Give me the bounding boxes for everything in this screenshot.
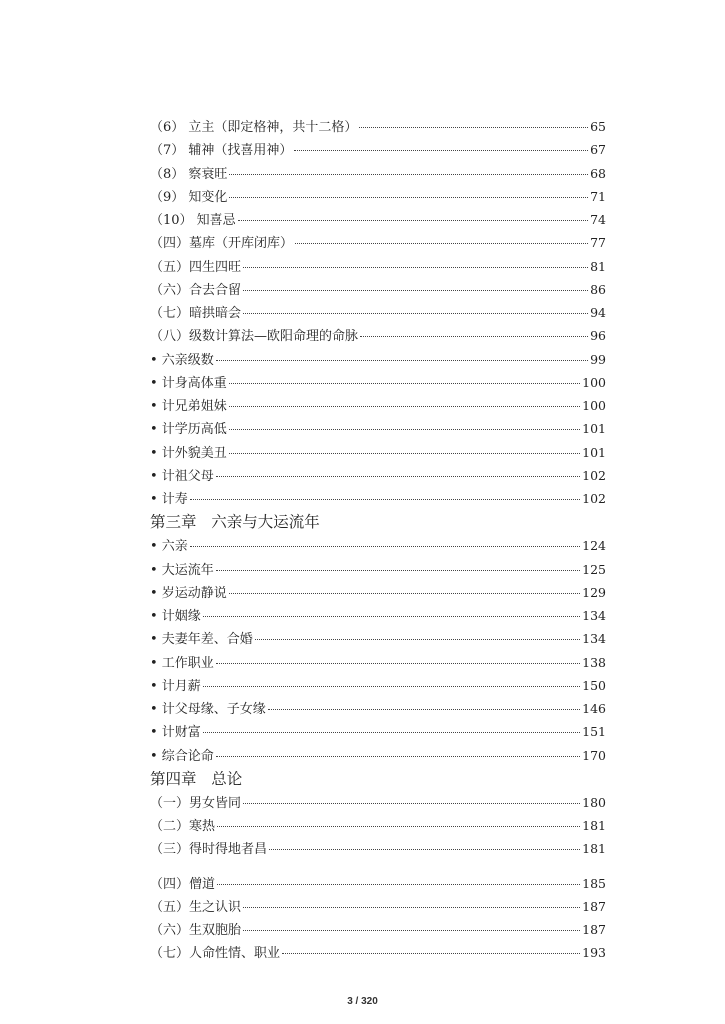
toc-entry-page-number: 102 <box>582 491 606 506</box>
toc-entry-label: （四）僧道 <box>150 876 216 892</box>
toc-entry-page-number: 181 <box>582 818 606 833</box>
toc-entry[interactable] <box>150 744 606 767</box>
toc-entry-label: （二）寒热 <box>150 819 216 834</box>
dot-leader <box>229 406 580 407</box>
toc-entry-label: （六）生双胞胎 <box>150 923 242 938</box>
toc-entry-label: • 计财富 <box>150 725 201 741</box>
toc-entry[interactable] <box>150 814 606 837</box>
toc-entry-label: • 夫妻年差、合婚 <box>150 632 253 648</box>
chapter-heading: 第三章 六亲与大运流年 <box>150 513 320 532</box>
toc-entry-label: （六）合去合留 <box>150 282 242 298</box>
dot-leader <box>216 476 580 477</box>
dot-leader <box>229 197 588 198</box>
dot-leader <box>243 313 588 314</box>
toc-entry-label: （6） 立主（即定格神，共十二格） <box>150 120 358 135</box>
toc-entry-label: （9） 知变化 <box>150 189 228 205</box>
toc-entry[interactable] <box>150 185 606 208</box>
dot-leader <box>190 499 580 500</box>
toc-entry-page-number: 180 <box>582 794 606 810</box>
toc-entry[interactable] <box>150 895 606 918</box>
toc-entry-page-number: 187 <box>582 922 606 937</box>
toc-entry[interactable] <box>150 162 606 185</box>
toc-entry-page-number: 193 <box>582 945 606 961</box>
dot-leader <box>229 429 580 430</box>
toc-entry-page-number: 65 <box>590 119 606 134</box>
dot-leader <box>243 267 588 268</box>
toc-entry-label: • 计身高体重 <box>150 375 227 391</box>
dot-leader <box>295 243 588 244</box>
toc-entry-label: • 六亲级数 <box>150 352 214 368</box>
toc-entry[interactable] <box>150 208 606 231</box>
toc-entry[interactable] <box>150 697 606 720</box>
dot-leader <box>268 709 580 710</box>
toc-entry-label: （7） 辅神（找喜用神） <box>150 143 293 159</box>
dot-leader <box>360 336 588 337</box>
dot-leader <box>243 290 588 291</box>
toc-entry[interactable] <box>150 301 606 324</box>
toc-entry-label: （五）生之认识 <box>150 899 242 915</box>
toc-entry-page-number: 68 <box>590 165 606 181</box>
toc-entry-page-number: 134 <box>582 631 606 647</box>
dot-leader <box>216 756 580 757</box>
dot-leader <box>243 907 580 908</box>
dot-leader <box>282 953 580 954</box>
toc-entry-label: （七）暗拱暗会 <box>150 306 242 321</box>
toc-entry-label: • 六亲 <box>150 539 188 555</box>
toc-entry-page-number: 101 <box>582 421 606 437</box>
toc-entry-label: • 计月薪 <box>150 678 201 694</box>
toc-entry-page-number: 150 <box>582 677 606 693</box>
toc-entry[interactable] <box>150 791 606 814</box>
toc-entry-page-number: 170 <box>582 747 606 763</box>
dot-leader <box>229 453 580 454</box>
toc-entry[interactable] <box>150 941 606 964</box>
toc-entry[interactable] <box>150 837 606 860</box>
dot-leader <box>216 570 580 571</box>
dot-leader <box>229 174 588 175</box>
toc-entry-page-number: 129 <box>582 584 606 600</box>
toc-entry-page-number: 134 <box>582 608 606 623</box>
dot-leader <box>238 220 588 221</box>
toc-entry-page-number: 181 <box>582 841 606 857</box>
toc-entry-page-number: 146 <box>582 701 606 716</box>
toc-entry[interactable] <box>150 872 606 895</box>
toc-entry-page-number: 71 <box>590 188 606 204</box>
toc-entry[interactable] <box>150 278 606 301</box>
toc-entry[interactable] <box>150 674 606 697</box>
toc-entry-label: （一）男女皆同 <box>150 795 242 811</box>
toc-entry-label: （七）人命性情、职业 <box>150 946 281 962</box>
table-of-contents <box>150 115 606 965</box>
toc-entry[interactable] <box>150 255 606 278</box>
toc-entry-label: （三）得时得地者昌 <box>150 842 268 858</box>
toc-entry-page-number: 185 <box>582 875 606 891</box>
toc-entry[interactable] <box>150 651 606 674</box>
toc-entry-label: • 计姻缘 <box>150 609 201 624</box>
toc-entry-label: • 工作职业 <box>150 655 214 671</box>
toc-entry-label: • 计外貌美丑 <box>150 445 227 461</box>
toc-entry[interactable] <box>150 348 606 371</box>
toc-entry[interactable] <box>150 371 606 394</box>
chapter-heading: 第四章 总论 <box>150 769 243 788</box>
dot-leader <box>203 616 580 617</box>
dot-leader <box>229 383 580 384</box>
dot-leader <box>243 803 580 804</box>
toc-entry[interactable] <box>150 417 606 440</box>
toc-entry[interactable] <box>150 394 606 417</box>
dot-leader <box>190 546 580 547</box>
dot-leader <box>216 360 588 361</box>
toc-entry-page-number: 102 <box>582 467 606 483</box>
toc-entry[interactable] <box>150 558 606 581</box>
toc-entry-page-number: 187 <box>582 898 606 914</box>
toc-entry-page-number: 81 <box>590 258 606 274</box>
dot-leader <box>269 849 580 850</box>
toc-entry[interactable] <box>150 231 606 254</box>
toc-entry-page-number: 94 <box>590 305 606 320</box>
toc-entry-label: • 大运流年 <box>150 562 214 578</box>
dot-leader <box>203 732 580 733</box>
toc-entry-label: • 计祖父母 <box>150 468 214 484</box>
dot-leader <box>217 826 580 827</box>
toc-entry-label: • 计兄弟姐妹 <box>150 399 227 414</box>
toc-entry-label: （五）四生四旺 <box>150 259 242 275</box>
dot-leader <box>255 639 580 640</box>
toc-entry[interactable] <box>150 324 606 347</box>
toc-entry-page-number: 101 <box>582 444 606 460</box>
toc-entry-page-number: 100 <box>582 398 606 413</box>
toc-entry-label: （10） 知喜忌 <box>150 213 236 228</box>
toc-entry-page-number: 96 <box>590 328 606 344</box>
dot-leader <box>203 686 580 687</box>
toc-entry[interactable] <box>150 441 606 464</box>
toc-entry-label: • 岁运动静说 <box>150 585 227 601</box>
toc-entry[interactable] <box>150 627 606 650</box>
toc-entry[interactable] <box>150 918 606 941</box>
toc-entry-label: • 计寿 <box>150 492 188 507</box>
toc-entry[interactable] <box>150 464 606 487</box>
toc-entry-label: • 计学历高低 <box>150 422 227 438</box>
dot-leader <box>217 884 580 885</box>
toc-entry-page-number: 124 <box>582 538 606 554</box>
toc-entry[interactable] <box>150 138 606 161</box>
dot-leader <box>243 930 580 931</box>
toc-entry-label: （8） 察衰旺 <box>150 166 228 182</box>
toc-entry-page-number: 86 <box>590 281 606 297</box>
dot-leader <box>216 663 580 664</box>
toc-entry-label: （八）级数计算法—欧阳命理的命脉 <box>150 329 359 345</box>
toc-entry[interactable] <box>150 604 606 627</box>
toc-entry-page-number: 151 <box>582 724 606 740</box>
toc-entry[interactable] <box>150 115 606 138</box>
dot-leader <box>359 127 588 128</box>
toc-entry-page-number: 100 <box>582 374 606 390</box>
toc-entry-label: • 计父母缘、子女缘 <box>150 702 266 717</box>
toc-entry-page-number: 125 <box>582 561 606 577</box>
page-number-footer: 3 / 320 <box>347 996 378 1007</box>
dot-leader <box>294 150 588 151</box>
toc-entry-page-number: 99 <box>590 351 606 367</box>
toc-entry-label: （四）墓库（开库闭库） <box>150 236 294 252</box>
toc-entry[interactable] <box>150 487 606 510</box>
toc-entry[interactable] <box>150 720 606 743</box>
dot-leader <box>229 593 580 594</box>
toc-entry-page-number: 67 <box>590 142 606 158</box>
toc-entry[interactable] <box>150 581 606 604</box>
toc-entry-label: • 综合论命 <box>150 748 214 764</box>
toc-entry-page-number: 74 <box>590 212 606 227</box>
toc-entry-page-number: 138 <box>582 654 606 670</box>
toc-entry-page-number: 77 <box>590 235 606 251</box>
toc-entry[interactable] <box>150 534 606 557</box>
